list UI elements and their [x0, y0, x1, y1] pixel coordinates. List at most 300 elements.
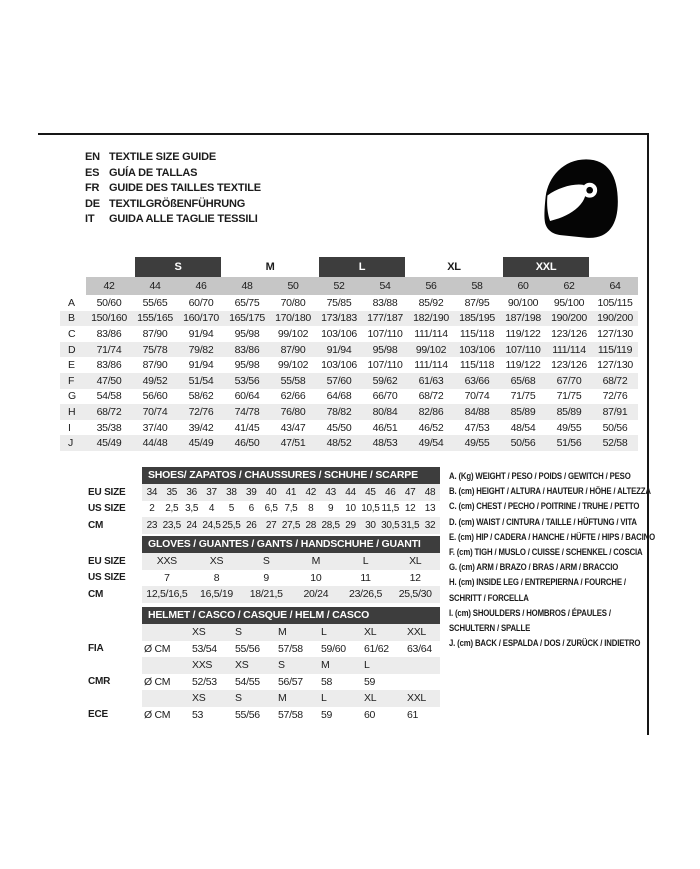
value-cell: 103/106	[459, 343, 495, 356]
size-cell: 42	[86, 277, 132, 295]
size-cell: L	[364, 659, 370, 672]
main-size-table-body	[60, 257, 638, 451]
value-cell: 55/56	[235, 708, 260, 721]
row-values	[142, 484, 440, 501]
size-cell: S	[235, 626, 242, 639]
row-label: EU SIZE	[88, 486, 126, 498]
value-cell: 72/76	[602, 390, 628, 403]
value-cell: 80/84	[372, 405, 398, 418]
value-cell: 53/56	[234, 374, 260, 387]
value-cell: 72/76	[188, 405, 214, 418]
helmet-table	[88, 607, 440, 723]
size-cell: S	[235, 692, 242, 705]
value-cell: 119/122	[505, 359, 541, 372]
size-cell: XS	[235, 659, 249, 672]
legend-item	[449, 484, 651, 499]
value-cell: 111/114	[414, 327, 448, 340]
language-row	[85, 166, 261, 182]
row-label: EU SIZE	[88, 555, 126, 567]
value-cell: 64/68	[326, 390, 352, 403]
size-group-label: M	[265, 261, 275, 273]
size-cell: XXL	[407, 692, 426, 705]
value-cell: 65/75	[234, 296, 260, 309]
group-spacer	[592, 257, 638, 277]
size-group-label: L	[316, 257, 408, 277]
value-cell: 31,5	[400, 519, 420, 531]
value-cell: 28	[305, 519, 317, 531]
value-cell: 91/94	[326, 343, 352, 356]
legend-item	[449, 545, 646, 560]
value-cell: 12,5/16,5	[146, 588, 188, 601]
row-values	[142, 586, 440, 603]
value-cell: 65/68	[510, 374, 536, 387]
value-cell: 75/85	[326, 296, 352, 309]
gloves-row	[88, 553, 440, 570]
value-cell: 29	[345, 519, 356, 531]
size-cell: 52	[316, 277, 362, 295]
value-cell: 71/74	[96, 343, 122, 356]
value-cell: 119/122	[505, 327, 541, 340]
value-cell: 51/54	[188, 374, 214, 387]
row-values	[142, 641, 440, 658]
size-cell: 58	[454, 277, 500, 295]
value-cell: 49/52	[142, 374, 168, 387]
value-cell: 45	[365, 486, 376, 498]
value-cell: 83/86	[234, 343, 260, 356]
value-cell: 10	[310, 571, 322, 584]
size-header-row	[60, 277, 638, 295]
value-cell: 7	[164, 571, 170, 584]
value-cell: 95/100	[553, 296, 585, 309]
value-cell: 59/62	[372, 374, 398, 387]
value-cell: 71/75	[510, 390, 536, 403]
value-cell: 2,5	[165, 503, 179, 515]
helmet-value-row	[88, 641, 440, 658]
language-label: TEXTILGRÖßENFÜHRUNG	[109, 197, 246, 210]
value-cell: 48/53	[372, 437, 398, 450]
size-group-label: XXL	[500, 257, 592, 277]
value-cell: 82/86	[418, 405, 444, 418]
gloves-table-title: GLOVES / GUANTES / GANTS / HANDSCHUHE / GUANTI	[142, 536, 440, 553]
value-cell: 47/50	[96, 374, 122, 387]
legend-line: E. (cm) HIP / CADERA / HANCHE / HÜFTE / HIPS / BACINO	[449, 531, 655, 543]
legend-line: I. (cm) SHOULDERS / HOMBROS / ÉPAULES /	[449, 607, 611, 619]
value-cell: 87/90	[142, 359, 168, 372]
value-cell: 12	[404, 503, 416, 515]
value-cell: 2	[149, 503, 155, 515]
helmet-size-labels	[142, 690, 440, 707]
value-cell: 160/170	[183, 312, 219, 325]
language-label: GUIDA ALLE TAGLIE TESSILI	[109, 213, 258, 226]
legend-line: B. (cm) HEIGHT / ALTURA / HAUTEUR / HÖHE / ALTEZZA	[449, 486, 651, 498]
value-cell: 8	[213, 571, 220, 584]
language-code: EN	[85, 151, 100, 163]
value-cell: 27,5	[281, 519, 301, 531]
row-values	[142, 553, 440, 570]
measurement-row	[60, 373, 638, 389]
size-cell: M	[278, 626, 287, 639]
value-cell: 165/175	[229, 312, 265, 325]
helmet-size-labels	[142, 657, 440, 674]
helmet-size-labels	[142, 624, 440, 641]
size-cell: 60	[500, 277, 546, 295]
value-cell: 47/51	[280, 437, 306, 450]
value-cell: 18/21,5	[249, 588, 283, 601]
value-cell: 51/56	[556, 437, 582, 450]
value-cell: 111/114	[552, 343, 586, 356]
value-cell: 91/94	[188, 359, 214, 372]
value-cell: 11	[360, 571, 371, 584]
size-group-row	[60, 257, 638, 277]
size-cell: XXS	[192, 659, 213, 672]
row-letter: C	[68, 327, 76, 340]
value-cell: 46	[384, 486, 396, 498]
value-cell: S	[262, 555, 270, 568]
size-group-label: S	[132, 257, 224, 277]
value-cell: 44	[345, 486, 356, 498]
size-cell: M	[321, 659, 330, 672]
value-cell: 70/74	[142, 405, 168, 418]
value-cell: 79/82	[188, 343, 214, 356]
value-cell: 107/110	[505, 343, 541, 356]
legend-line: D. (cm) WAIST / CINTURA / TAILLE / HÜFTUNG / VITA	[449, 516, 637, 528]
legend-line: C. (cm) CHEST / PECHO / POITRINE / TRUHE / PETTO	[449, 501, 640, 513]
value-cell: 36	[186, 486, 197, 498]
shoes-row	[88, 501, 440, 518]
value-cell: 107/110	[367, 359, 403, 372]
size-cell: 62	[546, 277, 592, 295]
value-cell: 95/98	[234, 327, 260, 340]
value-cell: 48/54	[510, 421, 536, 434]
legend-item	[449, 606, 646, 636]
row-label: CM	[88, 588, 104, 600]
value-cell: 8	[308, 503, 314, 515]
legend-line: H. (cm) INSIDE LEG / ENTREPIERNA / FOURCHE /	[449, 577, 626, 589]
value-cell: M	[311, 555, 321, 568]
value-cell: 9	[328, 503, 334, 515]
row-letter: D	[68, 343, 76, 356]
helmet-icon	[536, 154, 624, 244]
language-code: FR	[85, 182, 100, 195]
value-cell: 177/187	[367, 312, 403, 325]
value-cell: 50/60	[96, 296, 122, 309]
value-cell: 25,5/30	[398, 588, 432, 601]
value-cell: 7,5	[284, 503, 298, 515]
value-cell: 127/130	[597, 359, 633, 372]
value-cell: 63/64	[407, 642, 432, 655]
row-letter: H	[68, 405, 76, 418]
value-cell: 10	[345, 503, 356, 515]
value-cell: 38	[226, 486, 237, 498]
value-cell: 155/165	[137, 312, 173, 325]
size-cell: XL	[364, 626, 377, 639]
value-cell: 76/80	[280, 405, 306, 418]
value-cell: 84/88	[464, 405, 490, 418]
value-cell: 39	[245, 486, 257, 498]
value-cell: 43/47	[280, 421, 306, 434]
value-cell: 59	[321, 708, 333, 721]
value-cell: 187/198	[505, 312, 541, 325]
row-values	[142, 570, 440, 587]
standard-label: FIA	[88, 643, 104, 655]
value-cell: 27	[265, 519, 277, 531]
row-letter: E	[68, 359, 75, 372]
value-cell: 55/56	[235, 642, 260, 655]
value-cell: 63/66	[464, 374, 490, 387]
gloves-row	[88, 586, 440, 603]
value-cell: 16,5/19	[200, 588, 233, 601]
main-size-table	[60, 257, 638, 451]
value-cell: 42	[305, 486, 317, 498]
size-cell: 54	[362, 277, 408, 295]
row-letter: B	[68, 312, 75, 325]
value-cell: 46/52	[418, 421, 444, 434]
legend-item	[449, 469, 646, 484]
value-cell: 24,5	[202, 519, 221, 531]
row-values	[142, 707, 440, 724]
value-cell: 103/106	[321, 327, 357, 340]
row-values	[142, 674, 440, 691]
legend-item	[449, 636, 646, 651]
value-cell: 60/70	[188, 296, 214, 309]
value-cell: 66/70	[372, 390, 398, 403]
gloves-table	[88, 536, 440, 603]
value-cell: XL	[409, 555, 422, 568]
value-cell: 83/86	[96, 359, 122, 372]
value-cell: 170/180	[275, 312, 311, 325]
measurement-row	[60, 342, 638, 358]
letter-spacer	[60, 277, 86, 295]
language-row	[85, 212, 261, 228]
language-label: TEXTILE SIZE GUIDE	[109, 151, 217, 163]
gloves-row	[88, 570, 440, 587]
row-label: CM	[88, 519, 104, 531]
value-cell: 95/98	[234, 359, 260, 372]
value-cell: 70/74	[464, 390, 490, 403]
value-cell: 10,5	[361, 503, 380, 515]
row-letter: G	[68, 390, 76, 403]
value-cell: 83/88	[372, 296, 398, 309]
value-cell: 83/86	[96, 327, 122, 340]
value-cell: 47/53	[464, 421, 490, 434]
shoes-row	[88, 484, 440, 501]
value-cell: 9	[263, 571, 269, 584]
row-values	[142, 517, 440, 534]
value-cell: 23	[146, 519, 158, 531]
value-cell: 50/56	[602, 421, 628, 434]
legend-item	[449, 515, 646, 530]
value-cell: 58/62	[188, 390, 214, 403]
value-cell: 111/114	[414, 359, 448, 372]
value-cell: 44/48	[142, 437, 168, 450]
measurement-row	[60, 404, 638, 420]
value-cell: 115/119	[597, 343, 633, 356]
legend-line: SCHULTERN / SPALLE	[449, 623, 531, 635]
size-cell: 46	[178, 277, 224, 295]
unit-label: Ø CM	[144, 642, 171, 655]
value-cell: 52/58	[602, 437, 628, 450]
value-cell: 99/102	[277, 359, 309, 372]
value-cell: 45/49	[188, 437, 214, 450]
value-cell: 85/89	[510, 405, 536, 418]
value-cell: L	[362, 555, 369, 568]
language-label: GUÍA DE TALLAS	[109, 166, 198, 179]
value-cell: 28,5	[321, 519, 340, 531]
value-cell: 115/118	[459, 327, 495, 340]
shoes-table	[88, 467, 440, 534]
row-label: US SIZE	[88, 572, 126, 584]
value-cell: 23,5	[162, 519, 181, 531]
legend-item	[449, 560, 646, 575]
shoes-table-title: SHOES/ ZAPATOS / CHAUSSURES / SCHUHE / SCARPE	[142, 467, 440, 484]
measurement-row	[60, 295, 638, 311]
value-cell: 123/126	[551, 359, 587, 372]
value-cell: 49/55	[556, 421, 582, 434]
value-cell: 26	[245, 519, 257, 531]
value-cell: 13	[424, 503, 436, 515]
value-cell: 68/72	[418, 390, 444, 403]
language-row	[85, 181, 261, 197]
helmet-size-row	[88, 624, 440, 641]
value-cell: 39/42	[188, 421, 214, 434]
value-cell: 107/110	[367, 327, 403, 340]
legend-line: SCHRITT / FORCELLA	[449, 592, 529, 604]
helmet-value-row	[88, 674, 440, 691]
value-cell: 46/50	[234, 437, 260, 450]
size-group-label: XL	[447, 261, 461, 273]
value-cell: 12	[409, 571, 421, 584]
size-cell: 48	[224, 277, 270, 295]
value-cell: 6,5	[264, 503, 278, 515]
value-cell: 11,5	[381, 503, 399, 515]
value-cell: XS	[209, 555, 224, 568]
value-cell: 48	[424, 486, 436, 498]
size-cell: 44	[132, 277, 178, 295]
value-cell: 54/55	[235, 675, 260, 688]
value-cell: 75/78	[142, 343, 168, 356]
value-cell: 90/100	[507, 296, 539, 309]
value-cell: 123/126	[551, 327, 587, 340]
legend	[449, 469, 655, 651]
value-cell: 55/58	[280, 374, 306, 387]
value-cell: 62/66	[280, 390, 306, 403]
value-cell: 46/51	[372, 421, 398, 434]
value-cell: 103/106	[321, 359, 357, 372]
value-cell: 87/90	[142, 327, 168, 340]
value-cell: 59	[364, 675, 376, 688]
value-cell: 185/195	[459, 312, 495, 325]
size-cell: L	[321, 692, 327, 705]
language-code: ES	[85, 166, 100, 179]
value-cell: 61/62	[364, 642, 389, 655]
value-cell: 50/56	[510, 437, 536, 450]
value-cell: 37/40	[142, 421, 168, 434]
value-cell: 60	[364, 708, 376, 721]
size-cell: XL	[364, 692, 377, 705]
value-cell: 57/60	[326, 374, 352, 387]
measurement-row	[60, 311, 638, 327]
value-cell: 37	[206, 486, 217, 498]
value-cell: 35	[166, 486, 178, 498]
language-row	[85, 197, 261, 213]
measurement-row	[60, 435, 638, 451]
row-letter: J	[68, 437, 73, 450]
value-cell: 85/92	[418, 296, 444, 309]
legend-item	[449, 575, 646, 605]
value-cell: 60/64	[234, 390, 260, 403]
value-cell: 6	[248, 503, 254, 515]
language-row	[85, 150, 261, 166]
value-cell: 67/70	[556, 374, 582, 387]
value-cell: 57/58	[278, 642, 303, 655]
value-cell: 68/72	[96, 405, 122, 418]
value-cell: 190/200	[597, 312, 633, 325]
legend-item	[449, 530, 655, 545]
value-cell: 35/38	[96, 421, 122, 434]
value-cell: 4	[208, 503, 215, 515]
value-cell: 55/65	[142, 296, 168, 309]
value-cell: 34	[146, 486, 158, 498]
language-label: GUIDE DES TAILLES TEXTILE	[109, 182, 261, 195]
value-cell: 91/94	[188, 327, 214, 340]
shoes-row	[88, 517, 440, 534]
unit-label: Ø CM	[144, 675, 171, 688]
row-letter: F	[68, 374, 75, 387]
row-label: US SIZE	[88, 503, 126, 515]
value-cell: 49/55	[464, 437, 490, 450]
value-cell: 95/98	[372, 343, 398, 356]
value-cell: 85/89	[556, 405, 582, 418]
legend-line: A. (Kg) WEIGHT / PESO / POIDS / GEWITCH / PESO	[449, 471, 631, 482]
helmet-value-row	[88, 707, 440, 724]
value-cell: 78/82	[326, 405, 352, 418]
value-cell: 99/102	[415, 343, 447, 356]
value-cell: 99/102	[277, 327, 309, 340]
value-cell: 30,5	[381, 519, 400, 531]
size-cell: XS	[192, 692, 206, 705]
value-cell: 47	[404, 486, 416, 498]
value-cell: 70/80	[280, 296, 306, 309]
value-cell: 54/58	[96, 390, 122, 403]
helmet-table-title: HELMET / CASCO / CASQUE / HELM / CASCO	[142, 607, 440, 624]
value-cell: 41/45	[234, 421, 260, 434]
size-cell: S	[278, 659, 285, 672]
value-cell: 87/90	[280, 343, 306, 356]
value-cell: 52/53	[192, 675, 217, 688]
legend-line: G. (cm) ARM / BRAZO / BRAS / ARM / BRACCIO	[449, 562, 619, 574]
value-cell: 45/49	[96, 437, 122, 450]
unit-label: Ø CM	[144, 708, 171, 721]
value-cell: 53	[192, 708, 204, 721]
value-cell: 58	[321, 675, 333, 688]
value-cell: 68/72	[602, 374, 628, 387]
standard-label: CMR	[88, 676, 111, 688]
value-cell: 45/50	[326, 421, 352, 434]
value-cell: 61/63	[418, 374, 444, 387]
size-cell: M	[278, 692, 287, 705]
value-cell: 105/115	[597, 296, 633, 309]
row-letter: I	[68, 421, 71, 434]
value-cell: 61	[407, 708, 419, 721]
value-cell: 30	[365, 519, 376, 531]
value-cell: 190/200	[551, 312, 587, 325]
measurement-row	[60, 357, 638, 373]
value-cell: 48/52	[326, 437, 352, 450]
value-cell: 71/75	[556, 390, 582, 403]
helmet-size-row	[88, 690, 440, 707]
measurement-row	[60, 389, 638, 405]
legend-line: F. (cm) TIGH / MUSLO / CUISSE / SCHENKEL / COSCIA	[449, 547, 643, 559]
